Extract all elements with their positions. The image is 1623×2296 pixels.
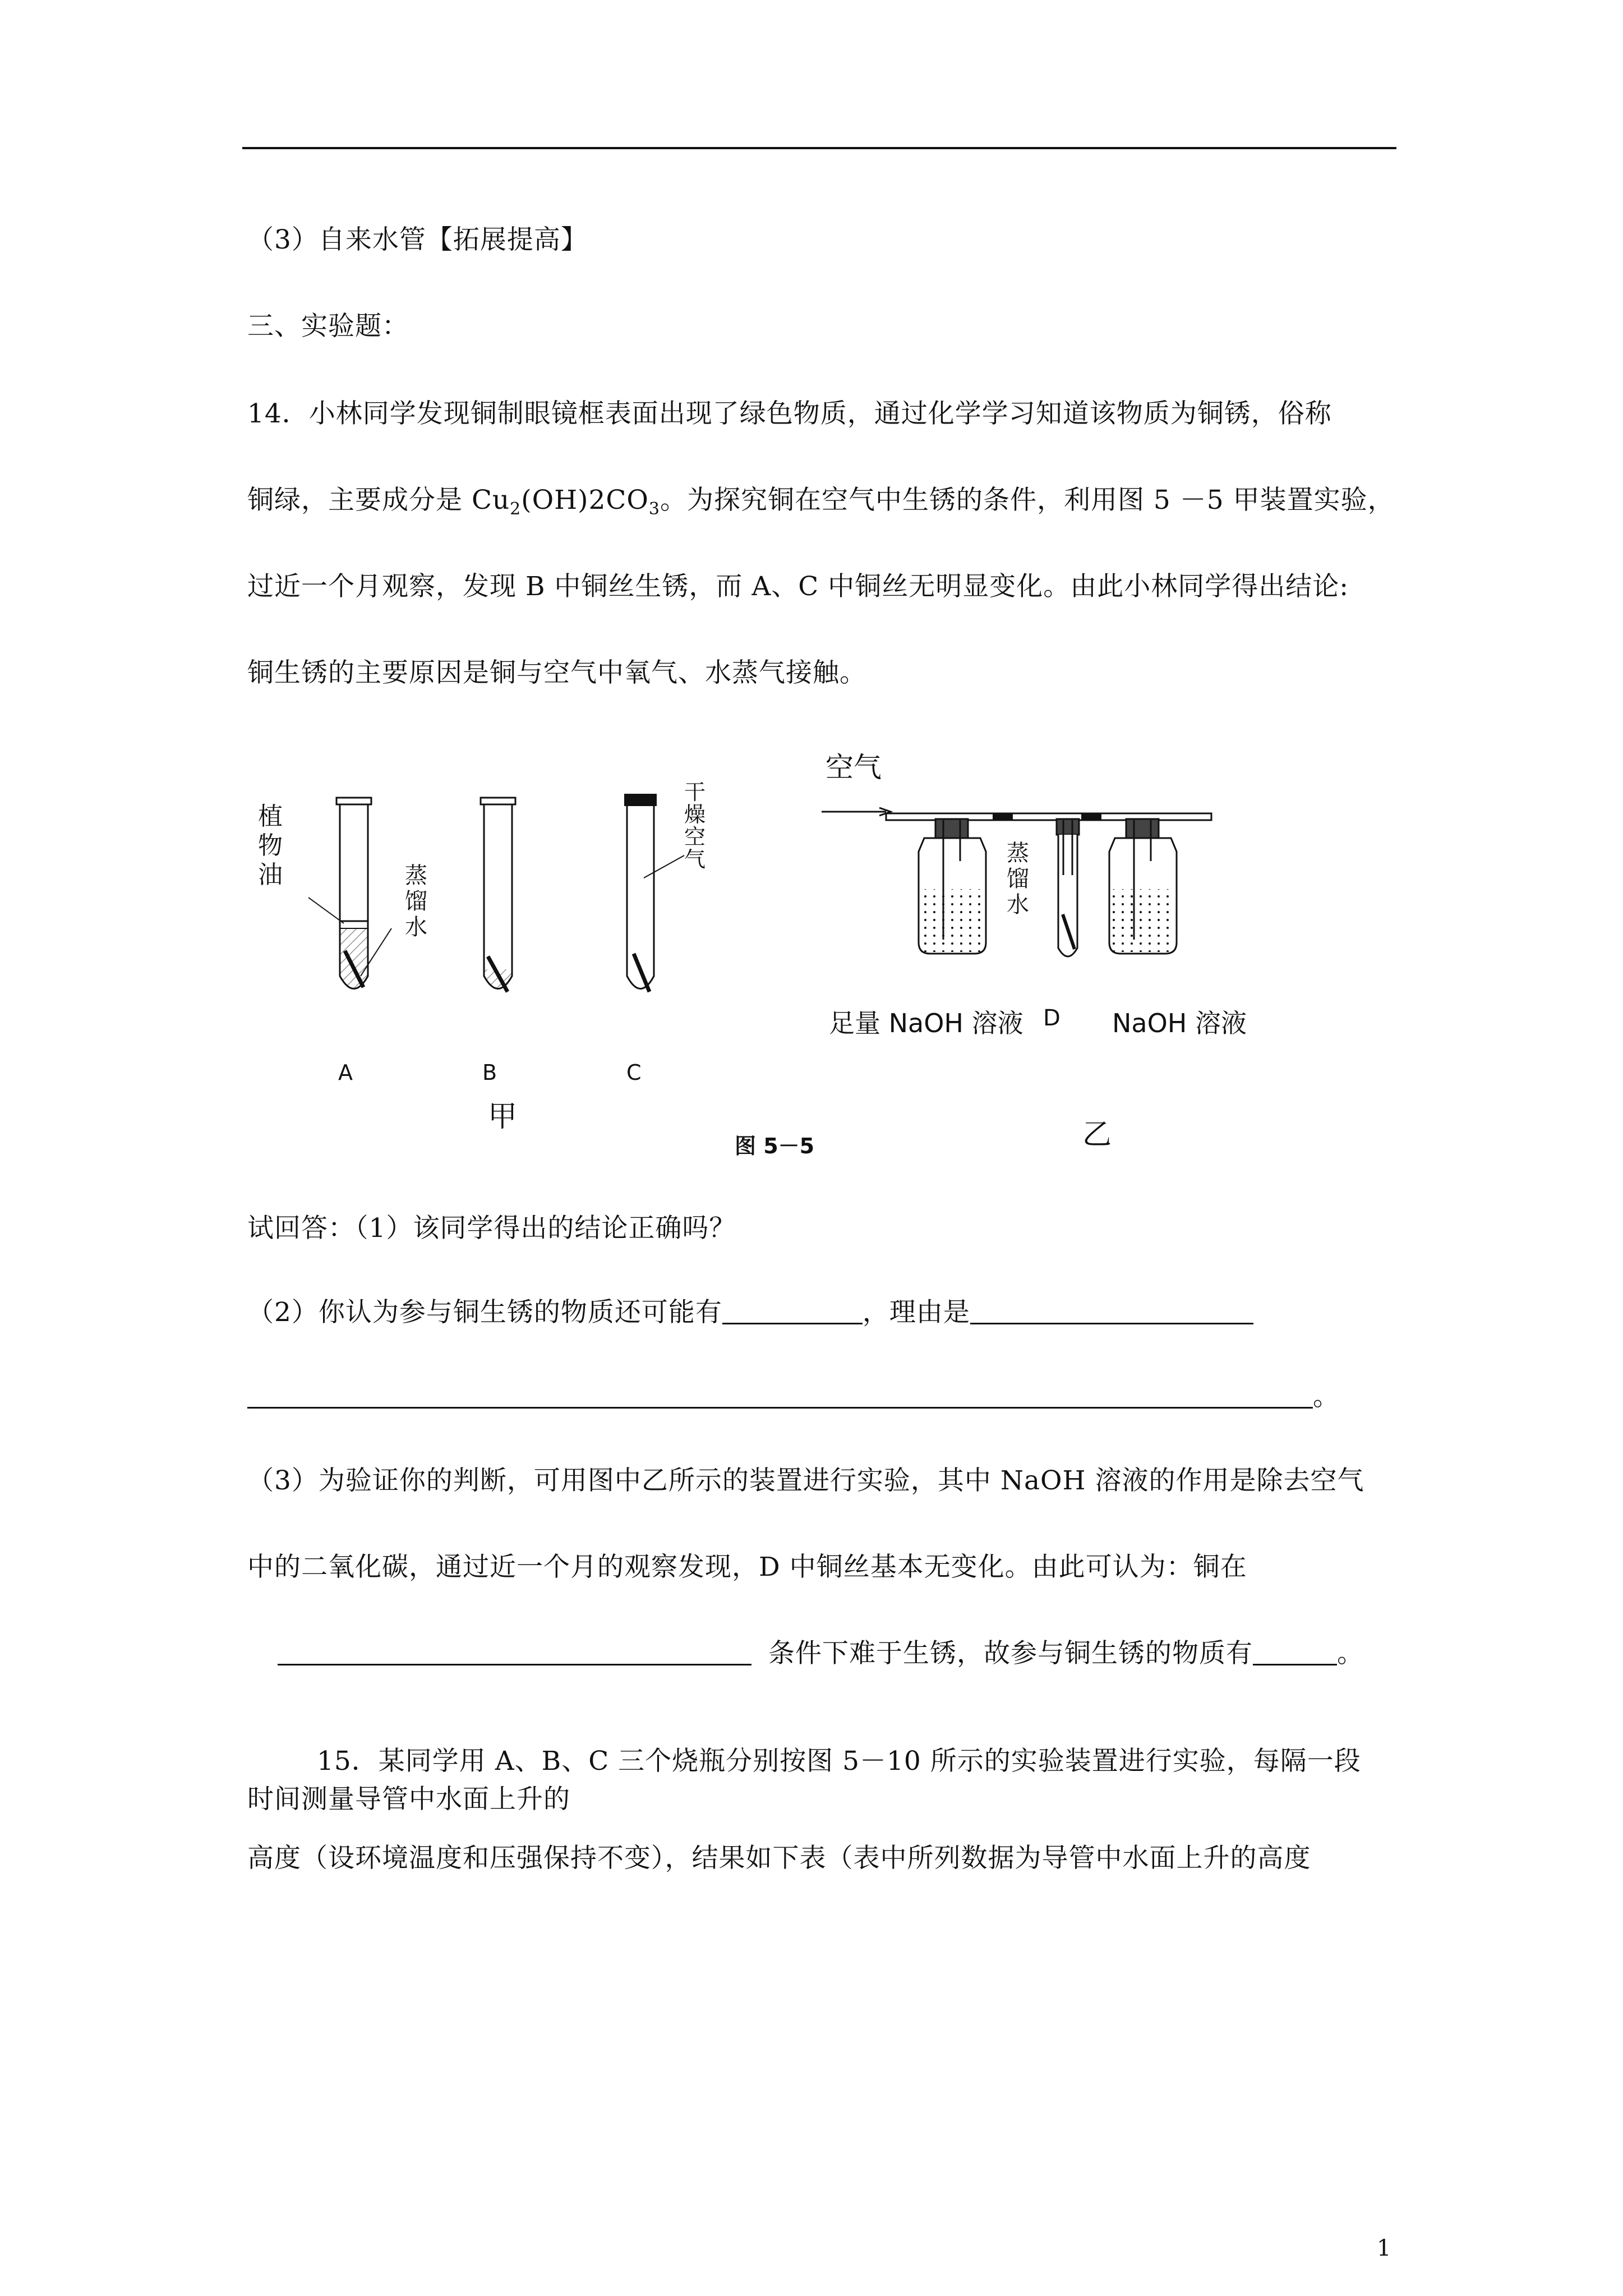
label-air: 空气 [826, 751, 882, 784]
label-oil-char: 物 [258, 831, 283, 860]
label-group-yi: 乙 [1082, 1118, 1112, 1152]
figure-caption: 图 5－5 [735, 1134, 815, 1158]
q15-line1: 15．某同学用 A、B、C 三个烧瓶分别按图 5－10 所示的实验装置进行实验，每隔一段 [317, 1746, 1361, 1777]
label-dry-air [684, 781, 706, 871]
label-dry-air-char: 燥 [684, 802, 706, 827]
q14-line2-c: 。为探究铜在空气中生锈的条件，利用图 5 －5 甲装置实验， [660, 485, 1395, 516]
q14-line2-b: (OH)2CO [521, 485, 649, 516]
label-d: D [1043, 1005, 1061, 1031]
q14-line3: 过近一个月观察，发现 B 中铜丝生锈，而 A、C 中铜丝无明显变化。由此小林同学得出结论: [247, 571, 1349, 602]
label-water-char: 水 [405, 914, 427, 940]
label-dry-air-char: 气 [684, 847, 706, 872]
q2-line [247, 1296, 1253, 1329]
answer-blank-condition[interactable] [278, 1638, 751, 1665]
q2-continuation [247, 1380, 1340, 1414]
q14-line2-a: 铜绿，主要成分是 Cu [247, 485, 510, 516]
q1-prompt: 试回答：（1）该同学得出的结论正确吗？ [247, 1213, 736, 1244]
q14-line2 [247, 484, 1395, 526]
q15-line3: 高度（设环境温度和压强保持不变），结果如下表（表中所列数据为导管中水面上升的高度 [247, 1843, 1311, 1874]
figure-5-5 [241, 729, 1245, 1172]
label-tube-a: A [338, 1060, 353, 1085]
label-oil-char: 植 [258, 802, 283, 831]
q14-line2-sub2: 3 [648, 499, 660, 519]
q3-line3 [278, 1637, 1364, 1671]
label-dry-air-char: 空 [684, 825, 706, 849]
q3-text-a: 条件下难于生锈，故参与铜生锈的物质有 [768, 1638, 1253, 1669]
q14-line2-sub: 2 [510, 499, 522, 519]
label-distilled-water-d [1007, 840, 1029, 918]
label-dry-air-char: 干 [684, 780, 706, 804]
label-naoh-left: 足量 NaOH 溶液 [829, 1008, 1023, 1038]
label-vegetable-oil [258, 802, 283, 890]
label-naoh-right: NaOH 溶液 [1112, 1008, 1247, 1038]
header-rule [242, 147, 1396, 149]
page-number: 1 [1377, 2235, 1391, 2261]
label-group-jia: 甲 [488, 1100, 518, 1134]
label-water-char: 蒸 [1007, 840, 1029, 866]
label-water-char: 馏 [1007, 866, 1029, 892]
label-tube-b: B [482, 1060, 497, 1085]
label-water-char: 水 [1007, 892, 1029, 918]
q14-line1: 14．小林同学发现铜制眼镜框表面出现了绿色物质，通过化学学习知道该物质为铜锈，俗称 [247, 398, 1332, 429]
test-tube-c [624, 794, 684, 992]
answer-blank-substance[interactable] [722, 1297, 863, 1324]
answer-blank-reason-cont[interactable] [247, 1381, 1313, 1409]
label-water-char: 馏 [405, 889, 427, 914]
label-tube-c: C [626, 1060, 642, 1085]
section3-heading: （3）自来水管【拓展提高】 [247, 224, 588, 255]
q3-line1: （3）为验证你的判断，可用图中乙所示的装置进行实验，其中 NaOH 溶液的作用是除去空气 [247, 1465, 1364, 1496]
q3-line2: 中的二氧化碳，通过近一个月的观察发现，D 中铜丝基本无变化。由此可认为：铜在 [247, 1552, 1247, 1582]
label-oil-char: 油 [258, 861, 283, 889]
label-distilled-water-a [405, 863, 427, 940]
q14-line4: 铜生锈的主要原因是铜与空气中氧气、水蒸气接触。 [247, 657, 866, 688]
answer-blank-reason[interactable] [970, 1297, 1253, 1324]
label-water-char: 蒸 [405, 863, 427, 889]
apparatus-diagram [241, 729, 1245, 1172]
answer-blank-rust-substance[interactable] [1253, 1638, 1337, 1665]
section-title: 三、实验题： [247, 311, 409, 342]
q2-text-b: ，理由是 [862, 1297, 970, 1328]
q15-line2: 时间测量导管中水面上升的 [247, 1784, 570, 1815]
test-tube-b [481, 798, 515, 992]
q3-end-mark: 。 [1337, 1638, 1364, 1669]
test-tube-a [308, 798, 391, 989]
q2-end-mark: 。 [1313, 1381, 1340, 1412]
q2-text-a: （2）你认为参与铜生锈的物质还可能有 [247, 1297, 722, 1328]
